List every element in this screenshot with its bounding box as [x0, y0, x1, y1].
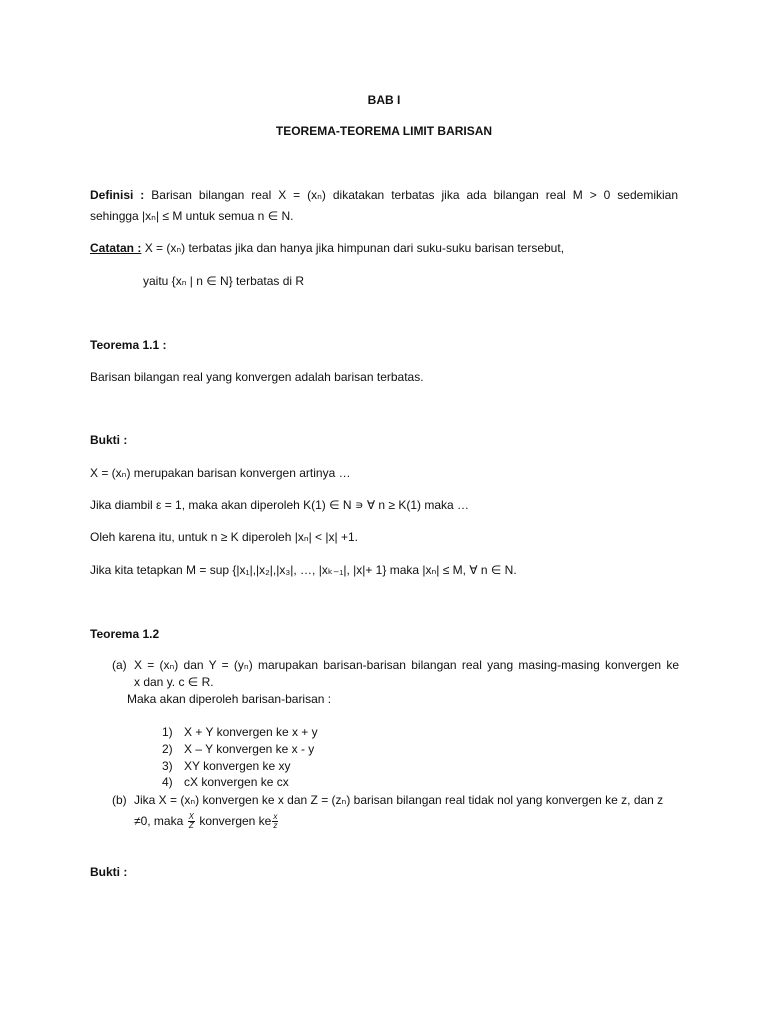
part-a-line-1: X = (xₙ) dan Y = (yₙ) marupakan barisan-barisan bilangan real yang masing-masing konvergen ke: [134, 658, 679, 672]
part-b-line-2: [134, 810, 279, 832]
proof-1-line-1: X = (xₙ) merupakan barisan konvergen artinya …: [90, 466, 351, 480]
list-item-text: X + Y konvergen ke x + y: [184, 725, 318, 739]
fraction-numerator: X: [188, 812, 194, 822]
fraction-x-over-z: [188, 813, 195, 830]
chapter-title: TEOREMA-TEOREMA LIMIT BARISAN: [275, 124, 493, 138]
proof-1-label: Bukti :: [90, 433, 128, 447]
definition-line-1: [90, 187, 678, 203]
proof-1-line-3: Oleh karena itu, untuk n ≥ K diperoleh |xₙ| < |x| +1.: [90, 530, 358, 544]
part-a-line-2: x dan y. c ∈ R.: [134, 675, 214, 689]
theorem-1-statement: Barisan bilangan real yang konvergen adalah barisan terbatas.: [90, 370, 424, 384]
definition-text-1: Barisan bilangan real X = (xₙ) dikatakan terbatas jika ada bilangan real M > 0 sedemikian: [151, 188, 678, 202]
list-item-number: 2): [162, 742, 173, 756]
fraction-x-over-z-limit: [272, 813, 278, 830]
list-item-text: X – Y konvergen ke x - y: [184, 742, 315, 756]
fraction-numerator: x: [273, 812, 278, 822]
definition-line-2: sehingga |xₙ| ≤ M untuk semua n ∈ N.: [90, 209, 294, 223]
list-item-number: 4): [162, 775, 173, 789]
part-b-prefix: ≠0, maka: [134, 814, 184, 828]
theorem-1-label: Teorema 1.1 :: [90, 338, 167, 352]
proof-1-line-2: Jika diambil ε = 1, maka akan diperoleh K(1) ∈ N ∍ ∀ n ≥ K(1) maka …: [90, 498, 470, 512]
theorem-2-label: Teorema 1.2: [90, 627, 160, 641]
chapter-heading: BAB I: [367, 93, 401, 107]
note-text-1: X = (xₙ) terbatas jika dan hanya jika himpunan dari suku-suku barisan tersebut,: [144, 241, 565, 255]
note-line-2: yaitu {xₙ | n ∈ N} terbatas di R: [143, 274, 305, 288]
list-item-text: cX konvergen ke cx: [184, 775, 289, 789]
part-b-middle: konvergen ke: [199, 814, 272, 828]
note-line-1: [90, 240, 564, 256]
part-b-marker: (b): [112, 793, 127, 807]
proof-1-line-4: Jika kita tetapkan M = sup {|x₁|,|x₂|,|x₃|, …, |xₖ₋₁|, |x|+ 1} maka |xₙ| ≤ M, ∀ n ∈ N.: [90, 563, 517, 577]
fraction-denominator: z: [273, 821, 278, 831]
note-label: Catatan :: [90, 241, 142, 255]
list-item-number: 3): [162, 759, 173, 773]
fraction-denominator: Z: [188, 821, 194, 831]
list-item-text: XY konvergen ke xy: [184, 759, 291, 773]
part-a-line-3: Maka akan diperoleh barisan-barisan :: [127, 692, 332, 706]
part-b-line-1: Jika X = (xₙ) konvergen ke x dan Z = (zₙ) barisan bilangan real tidak nol yang konvergen ke z, dan z: [134, 793, 664, 807]
part-a-marker: (a): [112, 658, 127, 672]
list-item-number: 1): [162, 725, 173, 739]
proof-2-label: Bukti :: [90, 865, 128, 879]
definition-label: Definisi :: [90, 188, 145, 202]
